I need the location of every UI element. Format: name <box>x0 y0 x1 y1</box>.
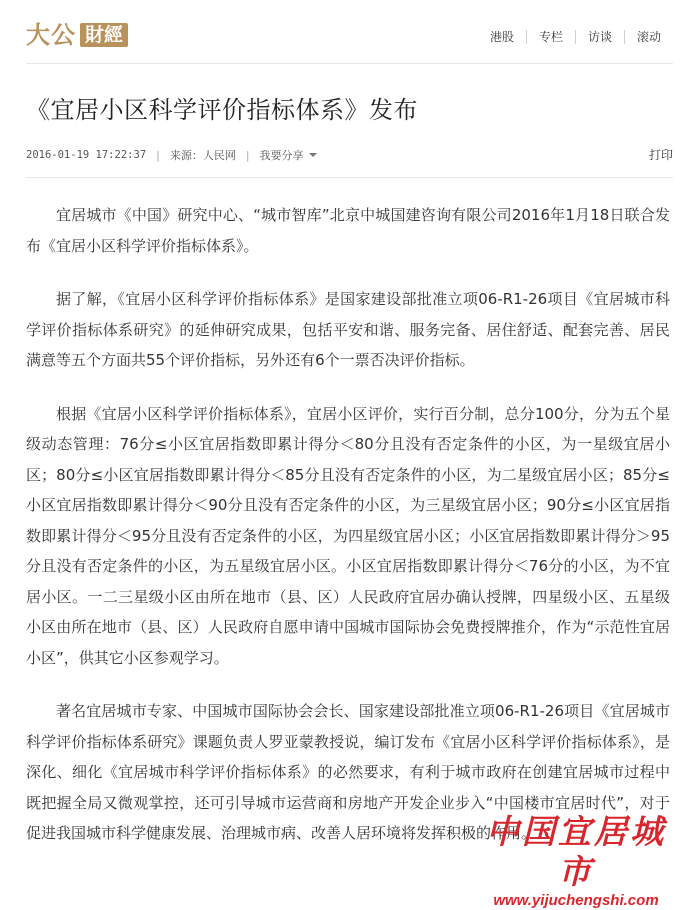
meta-separator: | <box>156 148 160 162</box>
logo-badge: 財經 <box>80 23 128 47</box>
article-paragraph: 根据《宜居小区科学评价指标体系》，宜居小区评价，实行百分制，总分100分，分为五个星级动态管理：76分≤小区宜居指数即累计得分＜80分且没有否定条件的小区，为一星级宜居小区；80分≤小区宜居指数即累计得分＜85分且没有否定条件的小区，为二星级宜居小区；85分≤小区宜居指数即累计得分＜90分且没有否定条件的小区，为三星级宜居小区；90分≤小区宜居指数即累计得分＜95分且没有否定条件的小区，为四星级宜居小区；小区宜居指数即累计得分＞95分且没有否定条件的小区，为五星级宜居小区。小区宜居指数即累计得分＜76分的小区，为不宜居小区。一二三星级小区由所在地市（县、区）人民政府宜居办确认授牌，四星级小区、五星级小区由所在地市（县、区）人民政府自愿申请中国城市国际协会免费授牌推介，作为“示范性宜居小区”，供其它小区参观学习。 <box>26 404 670 667</box>
meta-separator: | <box>245 148 250 162</box>
watermark-url: www.yijuchengshi.com <box>493 892 659 909</box>
article-paragraph: 宜居城市《中国》研究中心、“城市智库”北京中城国建咨询有限公司2016年1月18日联合发布《宜居小区科学评价指标体系》。 <box>26 206 670 255</box>
logo-text: 大公 <box>26 20 76 49</box>
nav-columns[interactable]: 专栏 <box>526 30 575 44</box>
publish-time: 2016-01-19 17:22:37 <box>26 149 147 161</box>
nav-hk-stocks[interactable]: 港股 <box>489 30 514 44</box>
chevron-down-icon <box>309 153 317 157</box>
share-label: 我要分享 <box>259 149 304 162</box>
article-title: 《宜居小区科学评价指标体系》发布 <box>26 96 418 124</box>
header-divider <box>26 63 673 64</box>
article-paragraph: 著名宜居城市专家、中国城市国际协会会长、国家建设部批准立项06-R1-26项目《宜居城市科学评价指标体系研究》课题负责人罗亚蒙教授说，编订发布《宜居小区科学评价指标体系》，是深化、细化《宜居城市科学评价指标体系》的必然要求，有利于城市政府在创建宜居城市过程中既把握全局又微观掌控，还可引导城市运营商和房地产开发企业步入“中国楼市宜居时代”，对于促进我国城市科学健康发展、治理城市病、改善人居环境将发挥积极的作用。 <box>26 702 670 842</box>
print-button[interactable]: 打印 <box>648 148 673 162</box>
nav-interviews[interactable]: 访谈 <box>575 30 624 44</box>
article-meta <box>26 146 673 164</box>
site-header <box>0 0 691 70</box>
top-nav <box>478 30 673 44</box>
article-body <box>26 200 670 872</box>
article-source: 来源：人民网 <box>169 149 236 162</box>
nav-rolling[interactable]: 滚动 <box>624 30 673 44</box>
article-paragraph: 据了解，《宜居小区科学评价指标体系》是国家建设部批准立项06-R1-26项目《宜居城市科学评价指标体系研究》的延伸研究成果，包括平安和谐、服务完备、居住舒适、配套完善、居民满意等五个方面共55个评价指标，另外还有6个一票否决评价指标。 <box>26 290 670 369</box>
site-logo[interactable] <box>26 22 128 48</box>
meta-divider <box>26 177 673 178</box>
watermark <box>471 812 681 910</box>
share-button[interactable] <box>260 147 317 163</box>
watermark-text: 中国宜居城市 <box>486 812 666 891</box>
